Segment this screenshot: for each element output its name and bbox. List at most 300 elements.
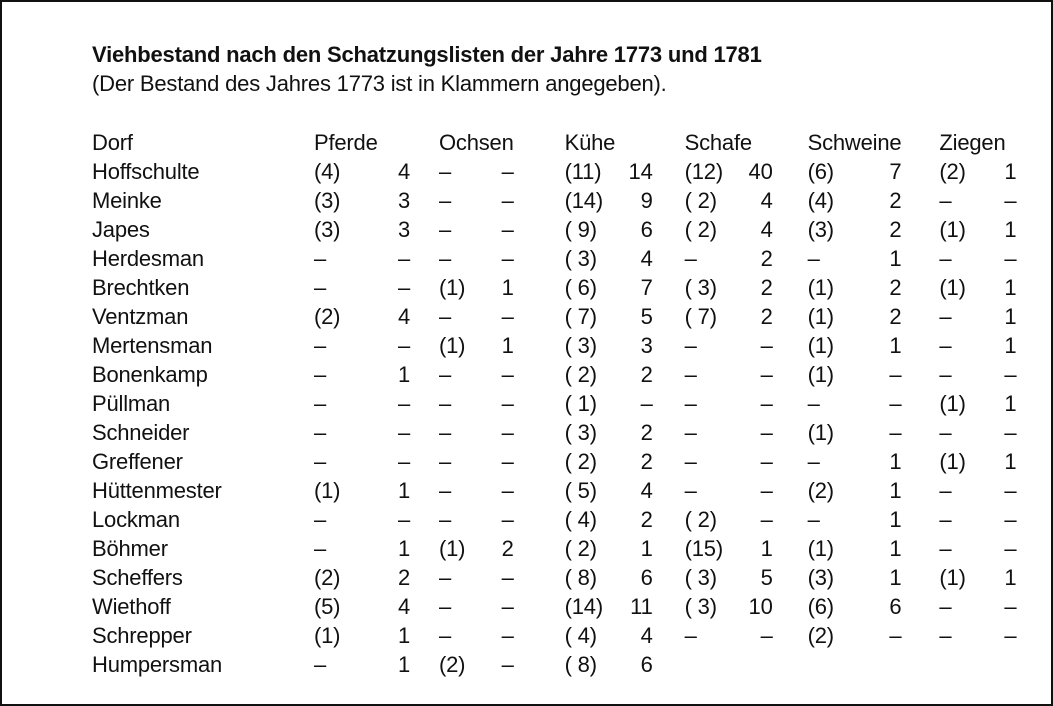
column-gap xyxy=(653,302,685,331)
pferde-1773-value: – xyxy=(314,391,327,416)
pferde-1781-value: 1 xyxy=(397,623,410,648)
header-ziegen: Ziegen xyxy=(939,130,1006,155)
column-gap xyxy=(410,302,439,331)
column-gap xyxy=(410,447,439,476)
column-gap xyxy=(901,418,939,447)
ziegen-1773-value: – xyxy=(939,623,952,648)
schafe-1781-value xyxy=(735,650,773,679)
schafe-1773-value: – xyxy=(684,362,697,387)
pferde-1773-value: – xyxy=(314,449,327,474)
ochsen-1781-value: – xyxy=(501,420,514,445)
kuehe-1781-value: 2 xyxy=(640,507,653,532)
kuehe-1773-value: ( 5) xyxy=(564,478,597,503)
schweine-1781-value: 1 xyxy=(889,565,902,590)
column-gap xyxy=(653,186,685,215)
pferde-1781-value: 1 xyxy=(397,536,410,561)
column-gap xyxy=(410,505,439,534)
ziegen-1773-value: (1) xyxy=(939,391,966,416)
ziegen-1781-value: 1 xyxy=(1004,304,1017,329)
schafe-1781-value: 5 xyxy=(760,565,773,590)
column-gap xyxy=(773,157,808,186)
village-name: Wiethoff xyxy=(92,594,171,619)
ziegen-1773-value: (1) xyxy=(939,217,966,242)
pferde-1773-value: (3) xyxy=(314,217,341,242)
ochsen-1773-value: – xyxy=(439,391,452,416)
column-gap xyxy=(773,244,808,273)
village-name: Ventzman xyxy=(92,304,189,329)
ziegen-1781-value: – xyxy=(1004,594,1017,619)
column-gap xyxy=(653,331,685,360)
column-gap xyxy=(653,273,685,302)
schweine-1781-value xyxy=(865,650,902,679)
ziegen-1781-value: – xyxy=(1004,362,1017,387)
pferde-1773-value: – xyxy=(314,652,327,677)
kuehe-1773-value: (14) xyxy=(564,188,603,213)
schafe-1781-value: 2 xyxy=(760,304,773,329)
schafe-1781-value: 4 xyxy=(760,188,773,213)
pferde-1773-value: – xyxy=(314,246,327,271)
column-gap xyxy=(901,389,939,418)
ochsen-1781-value: – xyxy=(501,565,514,590)
ziegen-1781-value: 1 xyxy=(1004,159,1017,184)
ochsen-1781-value: 1 xyxy=(501,275,514,300)
ochsen-1781-value: – xyxy=(501,623,514,648)
column-gap xyxy=(653,244,685,273)
ochsen-1781-value: – xyxy=(501,304,514,329)
column-gap xyxy=(653,592,685,621)
schweine-1773-value: (2) xyxy=(807,478,834,503)
column-gap xyxy=(410,273,439,302)
column-gap xyxy=(514,157,565,186)
ochsen-1773-value: – xyxy=(439,565,452,590)
schafe-1773-value: ( 3) xyxy=(684,594,717,619)
header-ochsen: Ochsen xyxy=(439,130,514,155)
column-gap xyxy=(901,592,939,621)
ziegen-1781-value: 1 xyxy=(1004,333,1017,358)
schweine-1773-value: (6) xyxy=(807,159,834,184)
schweine-1773-value: – xyxy=(807,246,820,271)
column-gap xyxy=(653,418,685,447)
schweine-1781-value: 2 xyxy=(889,275,902,300)
pferde-1773-value: – xyxy=(314,507,327,532)
column-gap xyxy=(773,186,808,215)
schafe-1773-value: ( 2) xyxy=(684,507,717,532)
ziegen-1773-value: (1) xyxy=(939,449,966,474)
column-gap xyxy=(653,534,685,563)
column-gap xyxy=(773,360,808,389)
schafe-1773-value: (12) xyxy=(684,159,723,184)
kuehe-1781-value: 6 xyxy=(640,652,653,677)
kuehe-1781-value: 4 xyxy=(640,478,653,503)
column-gap xyxy=(773,621,808,650)
column-gap xyxy=(901,244,939,273)
column-gap xyxy=(653,621,685,650)
pferde-1781-value: – xyxy=(397,449,410,474)
village-name: Humpersman xyxy=(92,652,223,677)
schafe-1781-value: 4 xyxy=(760,217,773,242)
column-gap xyxy=(514,621,565,650)
page-title: Viehbestand nach den Schatzungslisten der Jahre 1773 und 1781 xyxy=(92,42,762,67)
column-gap xyxy=(514,418,565,447)
ochsen-1773-value: (2) xyxy=(439,652,466,677)
table-row xyxy=(92,592,1016,621)
column-gap xyxy=(514,650,565,679)
column-gap xyxy=(773,476,808,505)
kuehe-1781-value: 5 xyxy=(640,304,653,329)
ziegen-1781-value: – xyxy=(1004,478,1017,503)
column-gap xyxy=(410,476,439,505)
village-name: Scheffers xyxy=(92,565,183,590)
schweine-1773-value: (3) xyxy=(807,217,834,242)
schafe-1773-value: – xyxy=(684,333,697,358)
kuehe-1781-value: 7 xyxy=(640,275,653,300)
kuehe-1781-value: 6 xyxy=(640,565,653,590)
column-gap xyxy=(773,215,808,244)
schweine-1773-value: (1) xyxy=(807,362,834,387)
pferde-1773-value: – xyxy=(314,536,327,561)
column-gap xyxy=(773,563,808,592)
table-row xyxy=(92,534,1016,563)
column-gap xyxy=(773,505,808,534)
column-gap xyxy=(901,157,939,186)
pferde-1773-value: – xyxy=(314,420,327,445)
schweine-1781-value: 1 xyxy=(889,507,902,532)
kuehe-1781-value: 6 xyxy=(640,217,653,242)
column-gap xyxy=(410,650,439,679)
column-gap xyxy=(514,592,565,621)
pferde-1773-value: (2) xyxy=(314,565,341,590)
kuehe-1781-value: 4 xyxy=(640,246,653,271)
column-gap xyxy=(773,447,808,476)
pferde-1781-value: 2 xyxy=(397,565,410,590)
header-pferde: Pferde xyxy=(314,130,378,155)
schafe-1773-value xyxy=(685,650,735,679)
column-gap xyxy=(653,360,685,389)
ziegen-1773-value: – xyxy=(939,507,952,532)
village-name: Hüttenmester xyxy=(92,478,222,503)
ziegen-1781-value xyxy=(989,650,1016,679)
column-gap xyxy=(653,476,685,505)
pferde-1773-value: (1) xyxy=(314,478,341,503)
column-gap xyxy=(901,563,939,592)
ziegen-1781-value: – xyxy=(1004,246,1017,271)
village-name: Brechtken xyxy=(92,275,190,300)
pferde-1781-value: – xyxy=(397,333,410,358)
schafe-1781-value: 1 xyxy=(760,536,773,561)
schweine-1773-value: (6) xyxy=(807,594,834,619)
schafe-1781-value: 2 xyxy=(760,246,773,271)
kuehe-1781-value: 4 xyxy=(640,623,653,648)
column-gap xyxy=(773,302,808,331)
pferde-1781-value: 4 xyxy=(397,159,410,184)
schweine-1781-value: 7 xyxy=(889,159,902,184)
ziegen-1773-value: – xyxy=(939,333,952,358)
pferde-1781-value: – xyxy=(397,275,410,300)
column-gap xyxy=(653,215,685,244)
ochsen-1781-value: – xyxy=(501,507,514,532)
village-name: Schneider xyxy=(92,420,190,445)
column-gap xyxy=(514,302,565,331)
kuehe-1773-value: ( 2) xyxy=(564,449,597,474)
schweine-1781-value: 1 xyxy=(889,536,902,561)
ziegen-1781-value: – xyxy=(1004,420,1017,445)
column-gap xyxy=(410,360,439,389)
ochsen-1781-value: – xyxy=(501,478,514,503)
column-gap xyxy=(514,215,565,244)
kuehe-1773-value: ( 3) xyxy=(564,333,597,358)
schafe-1781-value: – xyxy=(760,333,773,358)
header-dorf: Dorf xyxy=(92,130,133,155)
kuehe-1781-value: 2 xyxy=(640,362,653,387)
column-gap xyxy=(653,563,685,592)
ochsen-1781-value: – xyxy=(501,188,514,213)
kuehe-1773-value: ( 7) xyxy=(564,304,597,329)
kuehe-1781-value: 9 xyxy=(640,188,653,213)
village-name: Greffener xyxy=(92,449,183,474)
column-gap xyxy=(901,186,939,215)
column-gap xyxy=(410,534,439,563)
table-row xyxy=(92,360,1016,389)
village-name: Püllman xyxy=(92,391,171,416)
pferde-1781-value: – xyxy=(397,420,410,445)
schafe-1781-value: – xyxy=(760,420,773,445)
kuehe-1773-value: ( 3) xyxy=(564,246,597,271)
schafe-1773-value: ( 2) xyxy=(684,188,717,213)
ochsen-1781-value: 2 xyxy=(501,536,514,561)
table-row xyxy=(92,215,1016,244)
column-gap xyxy=(514,273,565,302)
schweine-1781-value: 6 xyxy=(889,594,902,619)
ochsen-1781-value: – xyxy=(501,449,514,474)
kuehe-1773-value: (14) xyxy=(564,594,603,619)
schafe-1773-value: ( 2) xyxy=(684,217,717,242)
ochsen-1781-value: – xyxy=(501,217,514,242)
ochsen-1773-value: – xyxy=(439,594,452,619)
ziegen-1773-value: – xyxy=(939,536,952,561)
column-gap xyxy=(410,563,439,592)
pferde-1773-value: (2) xyxy=(314,304,341,329)
pferde-1773-value: (1) xyxy=(314,623,341,648)
kuehe-1773-value: ( 1) xyxy=(564,391,597,416)
table-row xyxy=(92,331,1016,360)
ochsen-1781-value: – xyxy=(501,594,514,619)
column-gap xyxy=(901,476,939,505)
pferde-1781-value: 4 xyxy=(397,594,410,619)
header-schafe: Schafe xyxy=(684,130,752,155)
column-gap xyxy=(410,157,439,186)
column-gap xyxy=(514,331,565,360)
kuehe-1781-value: 2 xyxy=(640,420,653,445)
column-gap xyxy=(653,447,685,476)
ochsen-1773-value: (1) xyxy=(439,275,466,300)
column-gap xyxy=(514,186,565,215)
table-body xyxy=(92,157,1016,679)
ochsen-1773-value: – xyxy=(439,246,452,271)
village-name: Bonenkamp xyxy=(92,362,208,387)
ziegen-1773-value: – xyxy=(939,188,952,213)
ziegen-1773-value: (1) xyxy=(939,275,966,300)
column-gap xyxy=(901,505,939,534)
document xyxy=(92,40,1022,677)
village-name: Mertensman xyxy=(92,333,213,358)
column-gap xyxy=(514,534,565,563)
column-gap xyxy=(514,505,565,534)
ziegen-1773-value: – xyxy=(939,594,952,619)
schweine-1773-value: (1) xyxy=(807,536,834,561)
kuehe-1781-value: 14 xyxy=(628,159,653,184)
ochsen-1773-value: – xyxy=(439,449,452,474)
page-subtitle: (Der Bestand des Jahres 1773 ist in Klammern angegeben). xyxy=(92,71,667,96)
column-gap xyxy=(410,331,439,360)
ochsen-1781-value: – xyxy=(501,362,514,387)
column-gap xyxy=(653,157,685,186)
column-gap xyxy=(901,650,939,679)
schafe-1773-value: – xyxy=(684,391,697,416)
schafe-1781-value: 2 xyxy=(760,275,773,300)
ziegen-1781-value: 1 xyxy=(1004,565,1017,590)
pferde-1773-value: (5) xyxy=(314,594,341,619)
kuehe-1773-value: ( 2) xyxy=(564,536,597,561)
ziegen-1781-value: 1 xyxy=(1004,217,1017,242)
kuehe-1773-value: ( 4) xyxy=(564,623,597,648)
kuehe-1781-value: 11 xyxy=(630,594,653,619)
ochsen-1773-value: – xyxy=(439,188,452,213)
schweine-1781-value: 1 xyxy=(889,333,902,358)
ochsen-1773-value: – xyxy=(439,217,452,242)
kuehe-1773-value: ( 6) xyxy=(564,275,597,300)
column-gap xyxy=(514,389,565,418)
schweine-1781-value: – xyxy=(889,391,902,416)
kuehe-1781-value: – xyxy=(640,391,653,416)
schweine-1781-value: – xyxy=(889,362,902,387)
livestock-table xyxy=(92,128,1016,679)
ochsen-1781-value: 1 xyxy=(501,333,514,358)
ochsen-1773-value: (1) xyxy=(439,333,466,358)
schafe-1781-value: – xyxy=(760,362,773,387)
column-gap xyxy=(653,505,685,534)
village-name: Meinke xyxy=(92,188,162,213)
table-row xyxy=(92,389,1016,418)
ziegen-1781-value: 1 xyxy=(1004,275,1017,300)
column-gap xyxy=(901,331,939,360)
ochsen-1773-value: – xyxy=(439,420,452,445)
schafe-1773-value: ( 3) xyxy=(684,565,717,590)
schafe-1781-value: – xyxy=(760,623,773,648)
ziegen-1781-value: – xyxy=(1004,623,1017,648)
column-gap xyxy=(901,302,939,331)
pferde-1781-value: – xyxy=(397,246,410,271)
ochsen-1773-value: – xyxy=(439,507,452,532)
column-gap xyxy=(410,418,439,447)
schafe-1781-value: 10 xyxy=(748,594,773,619)
ziegen-1781-value: – xyxy=(1004,188,1017,213)
kuehe-1781-value: 3 xyxy=(640,333,653,358)
ochsen-1773-value: – xyxy=(439,362,452,387)
village-name: Böhmer xyxy=(92,536,168,561)
table-row xyxy=(92,157,1016,186)
header-kuehe: Kühe xyxy=(564,130,616,155)
column-gap xyxy=(901,534,939,563)
column-gap xyxy=(514,447,565,476)
schweine-1781-value: 2 xyxy=(889,304,902,329)
pferde-1781-value: 3 xyxy=(397,217,410,242)
schafe-1781-value: – xyxy=(760,478,773,503)
pferde-1773-value: – xyxy=(314,333,327,358)
schweine-1773-value: (2) xyxy=(807,623,834,648)
column-gap xyxy=(901,447,939,476)
schweine-1773-value: (4) xyxy=(807,188,834,213)
schweine-1773-value: (1) xyxy=(807,420,834,445)
ziegen-1773-value: (2) xyxy=(939,159,966,184)
ziegen-1781-value: 1 xyxy=(1004,391,1017,416)
ziegen-1781-value: 1 xyxy=(1004,449,1017,474)
column-gap xyxy=(653,389,685,418)
column-gap xyxy=(773,650,808,679)
ochsen-1781-value: – xyxy=(501,652,514,677)
pferde-1781-value: 1 xyxy=(397,478,410,503)
ziegen-1773-value: – xyxy=(939,362,952,387)
schweine-1773-value: – xyxy=(807,507,820,532)
ochsen-1773-value: – xyxy=(439,623,452,648)
schweine-1781-value: 2 xyxy=(889,188,902,213)
pferde-1773-value: (4) xyxy=(314,159,341,184)
table-header-row xyxy=(92,128,1016,157)
schafe-1781-value: 40 xyxy=(748,159,773,184)
column-gap xyxy=(773,331,808,360)
schweine-1773-value xyxy=(808,650,865,679)
column-gap xyxy=(773,592,808,621)
schafe-1781-value: – xyxy=(760,449,773,474)
ochsen-1773-value: – xyxy=(439,159,452,184)
ziegen-1773-value: – xyxy=(939,246,952,271)
kuehe-1773-value: ( 3) xyxy=(564,420,597,445)
village-name: Japes xyxy=(92,217,150,242)
column-gap xyxy=(653,650,685,679)
schweine-1781-value: 1 xyxy=(889,246,902,271)
table-row xyxy=(92,563,1016,592)
table-row xyxy=(92,476,1016,505)
schweine-1781-value: 1 xyxy=(889,478,902,503)
column-gap xyxy=(514,476,565,505)
column-gap xyxy=(773,534,808,563)
table-row xyxy=(92,447,1016,476)
schweine-1781-value: – xyxy=(889,623,902,648)
table-row xyxy=(92,621,1016,650)
kuehe-1773-value: (11) xyxy=(564,159,602,184)
column-gap xyxy=(514,244,565,273)
table-row xyxy=(92,505,1016,534)
column-gap xyxy=(901,273,939,302)
kuehe-1773-value: ( 8) xyxy=(564,565,597,590)
column-gap xyxy=(410,621,439,650)
village-name: Herdesman xyxy=(92,246,204,271)
pferde-1773-value: – xyxy=(314,362,327,387)
column-gap xyxy=(901,360,939,389)
column-gap xyxy=(410,244,439,273)
ziegen-1773-value: (1) xyxy=(939,565,966,590)
table-row xyxy=(92,244,1016,273)
pferde-1781-value: 1 xyxy=(397,362,410,387)
pferde-1781-value: 3 xyxy=(397,188,410,213)
pferde-1781-value: – xyxy=(397,391,410,416)
ochsen-1773-value: (1) xyxy=(439,536,466,561)
kuehe-1773-value: ( 9) xyxy=(564,217,597,242)
column-gap xyxy=(410,592,439,621)
village-name: Hoffschulte xyxy=(92,159,200,184)
ziegen-1781-value: – xyxy=(1004,507,1017,532)
ochsen-1781-value: – xyxy=(501,246,514,271)
pferde-1781-value: 1 xyxy=(397,652,410,677)
